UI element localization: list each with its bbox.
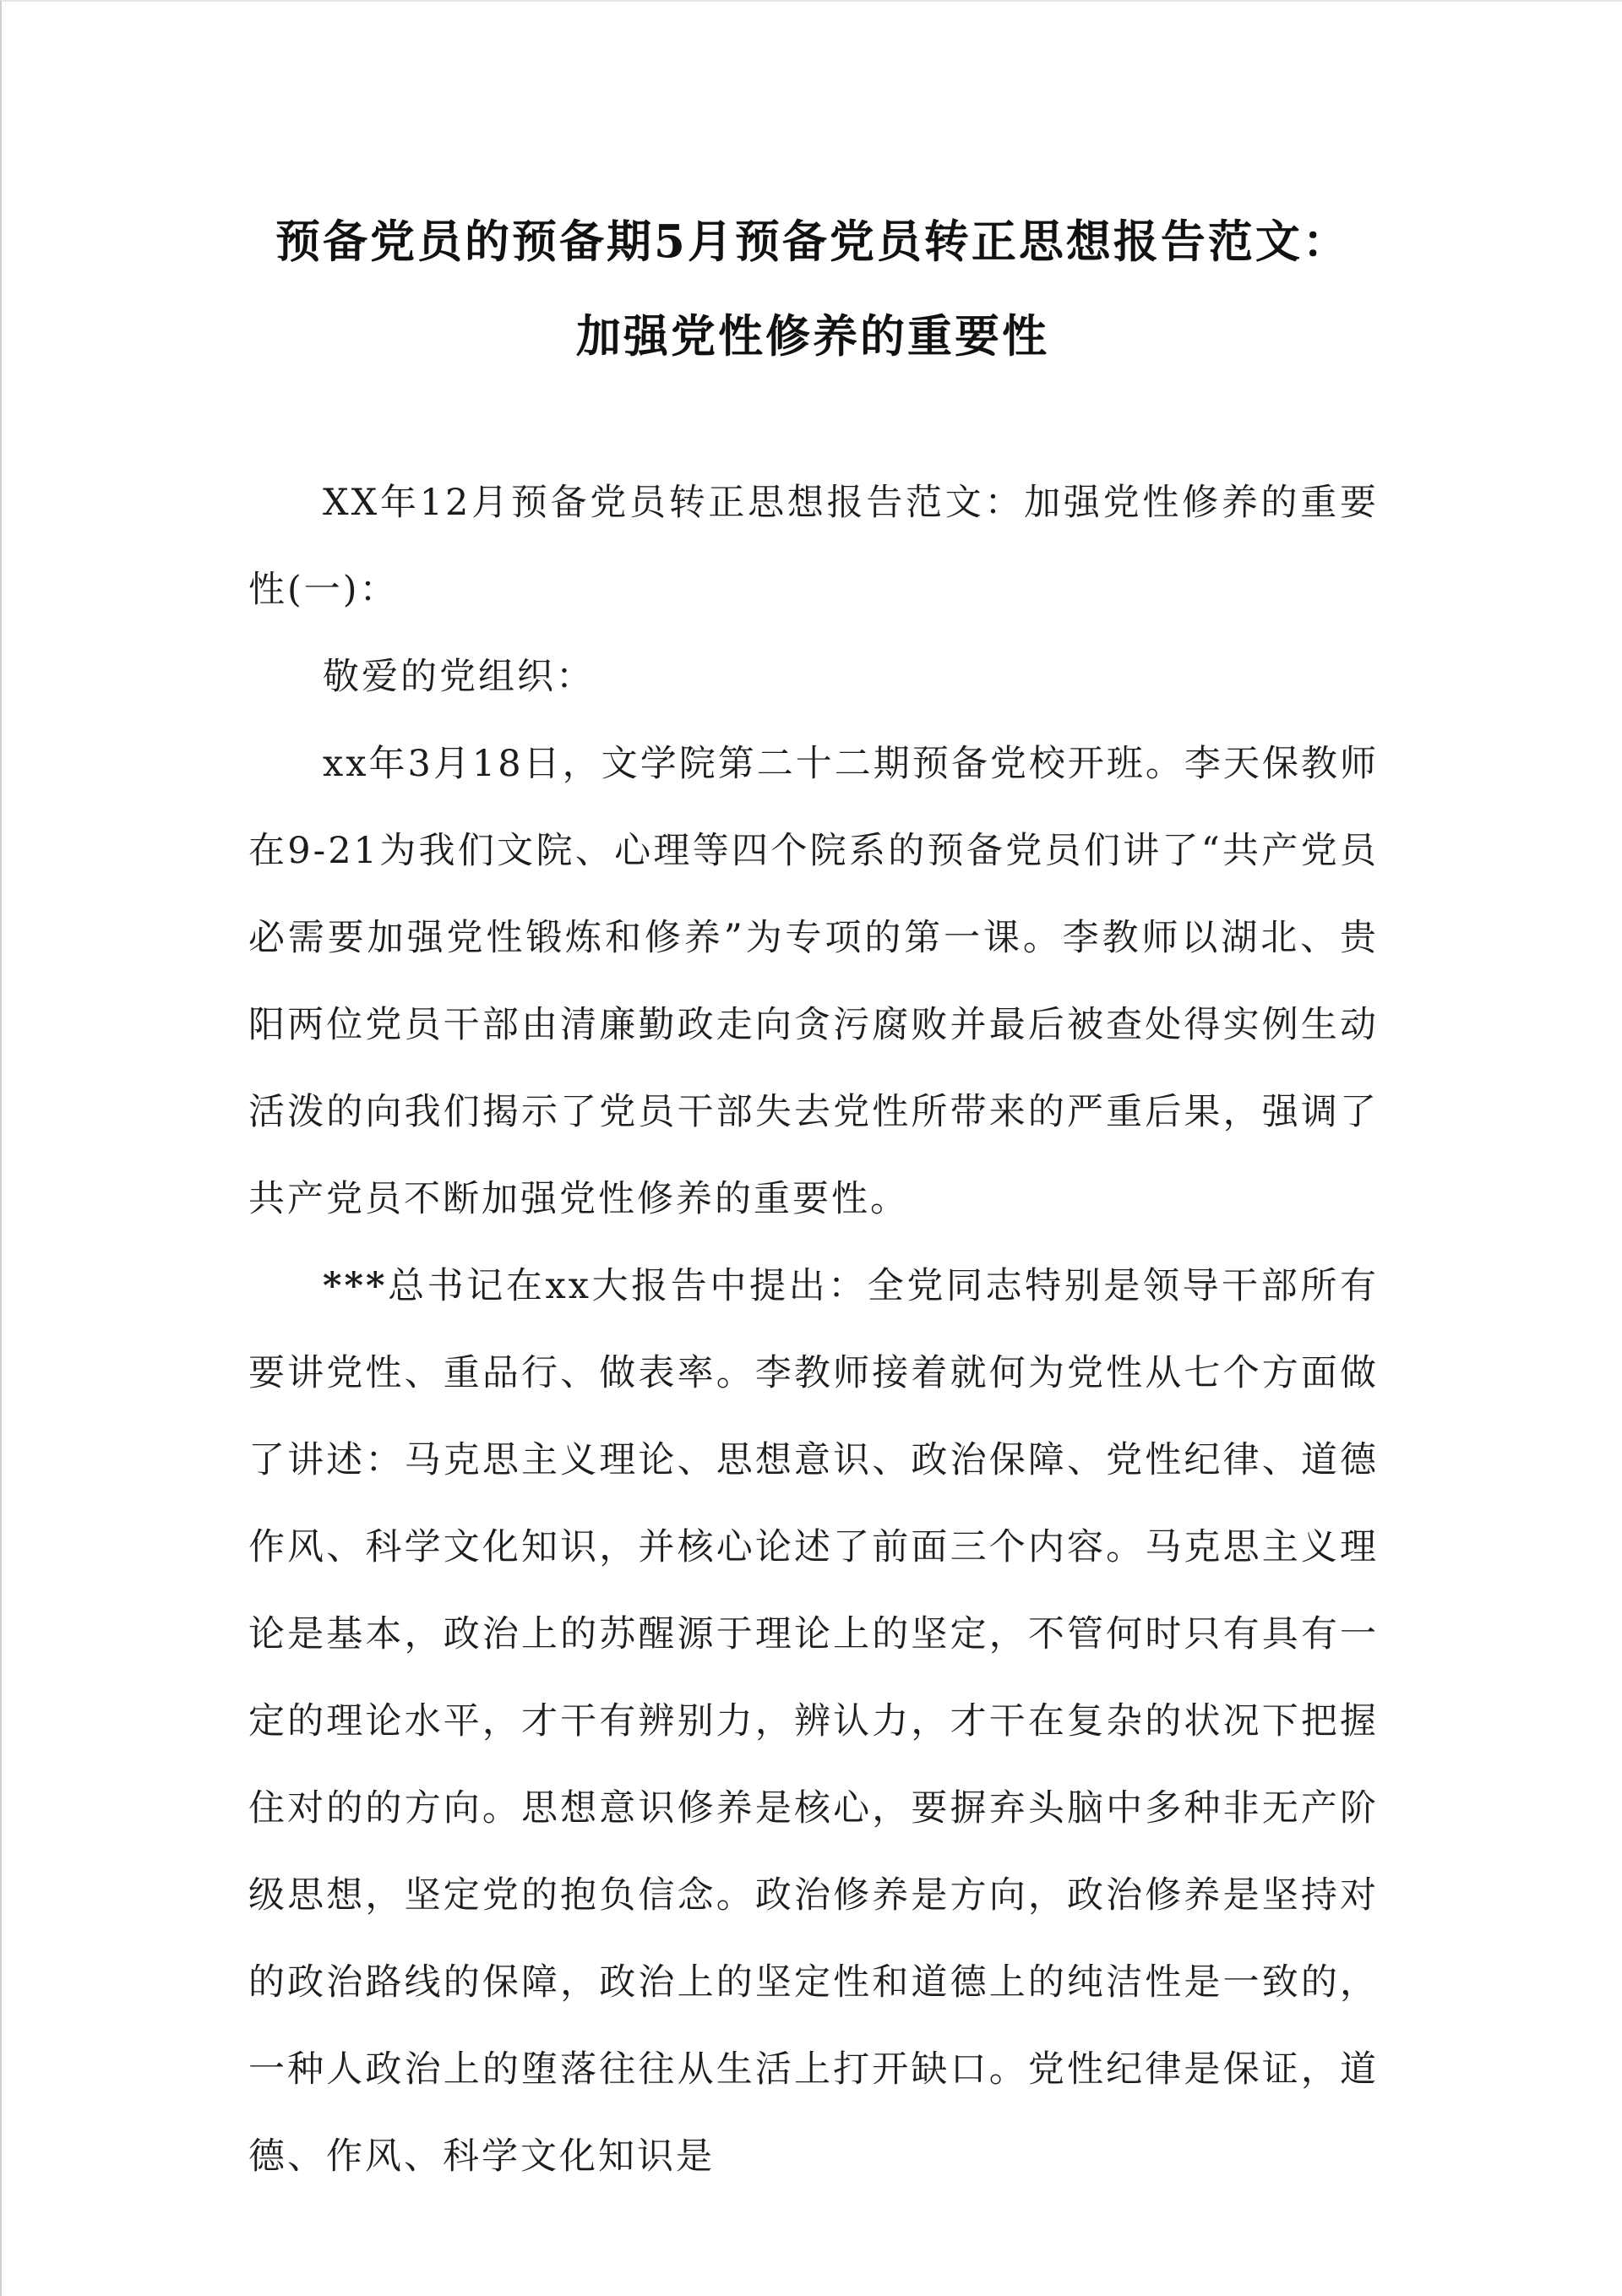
paragraph-party-spirit [248, 1243, 1379, 2201]
redacted-name: *** [323, 1265, 388, 1307]
document-body [248, 460, 1379, 2201]
paragraph-course-intro: xx年3月18日，文学院第二十二期预备党校开班。李天保教师在9-21为我们文院、心理等四个院系的预备党员们讲了“共产党员必需要加强党性锻炼和修养”为专项的第一课。李教师以湖北、贵阳两位党员干部由清廉勤政走向贪污腐败并最后被查处得实例生动活泼的向我们揭示了党员干部失去党性所带来的严重后果，强调了共产党员不断加强党性修养的重要性。 [248, 743, 1379, 1220]
paragraph-salutation: 敬爱的党组织： [323, 656, 595, 698]
title-line-2: 加强党性修养的重要性 [576, 310, 1049, 363]
title-line-1: 预备党员的预备期5月预备党员转正思想报告范文： [275, 215, 1350, 268]
paragraph-party-spirit-text: 总书记在xx大报告中提出：全党同志特别是领导干部所有要讲党性、重品行、做表率。李教师接着就何为党性从七个方面做了讲述：马克思主义理论、思想意识、政治保障、党性纪律、道德作风、科学文化知识，并核心论述了前面三个内容。马克思主义理论是基本，政治上的苏醒源于理论上的坚定，不管何时只有具有一定的理论水平，才干有辨别力，辨认力，才干在复杂的状况下把握住对的的方向。思想意识修养是核心，要摒弃头脑中多种非无产阶级思想，坚定党的抱负信念。政治修养是方向，政治修养是坚持对的政治路线的保障，政治上的坚定性和道德上的纯洁性是一致的，一种人政治上的堕落往往从生活上打开缺口。党性纪律是保证，道德、作风、科学文化知识是 [248, 1265, 1379, 2178]
document-title [2, 194, 1622, 384]
paragraph-heading: XX年12月预备党员转正思想报告范文：加强党性修养的重要性(一)： [248, 482, 1379, 611]
